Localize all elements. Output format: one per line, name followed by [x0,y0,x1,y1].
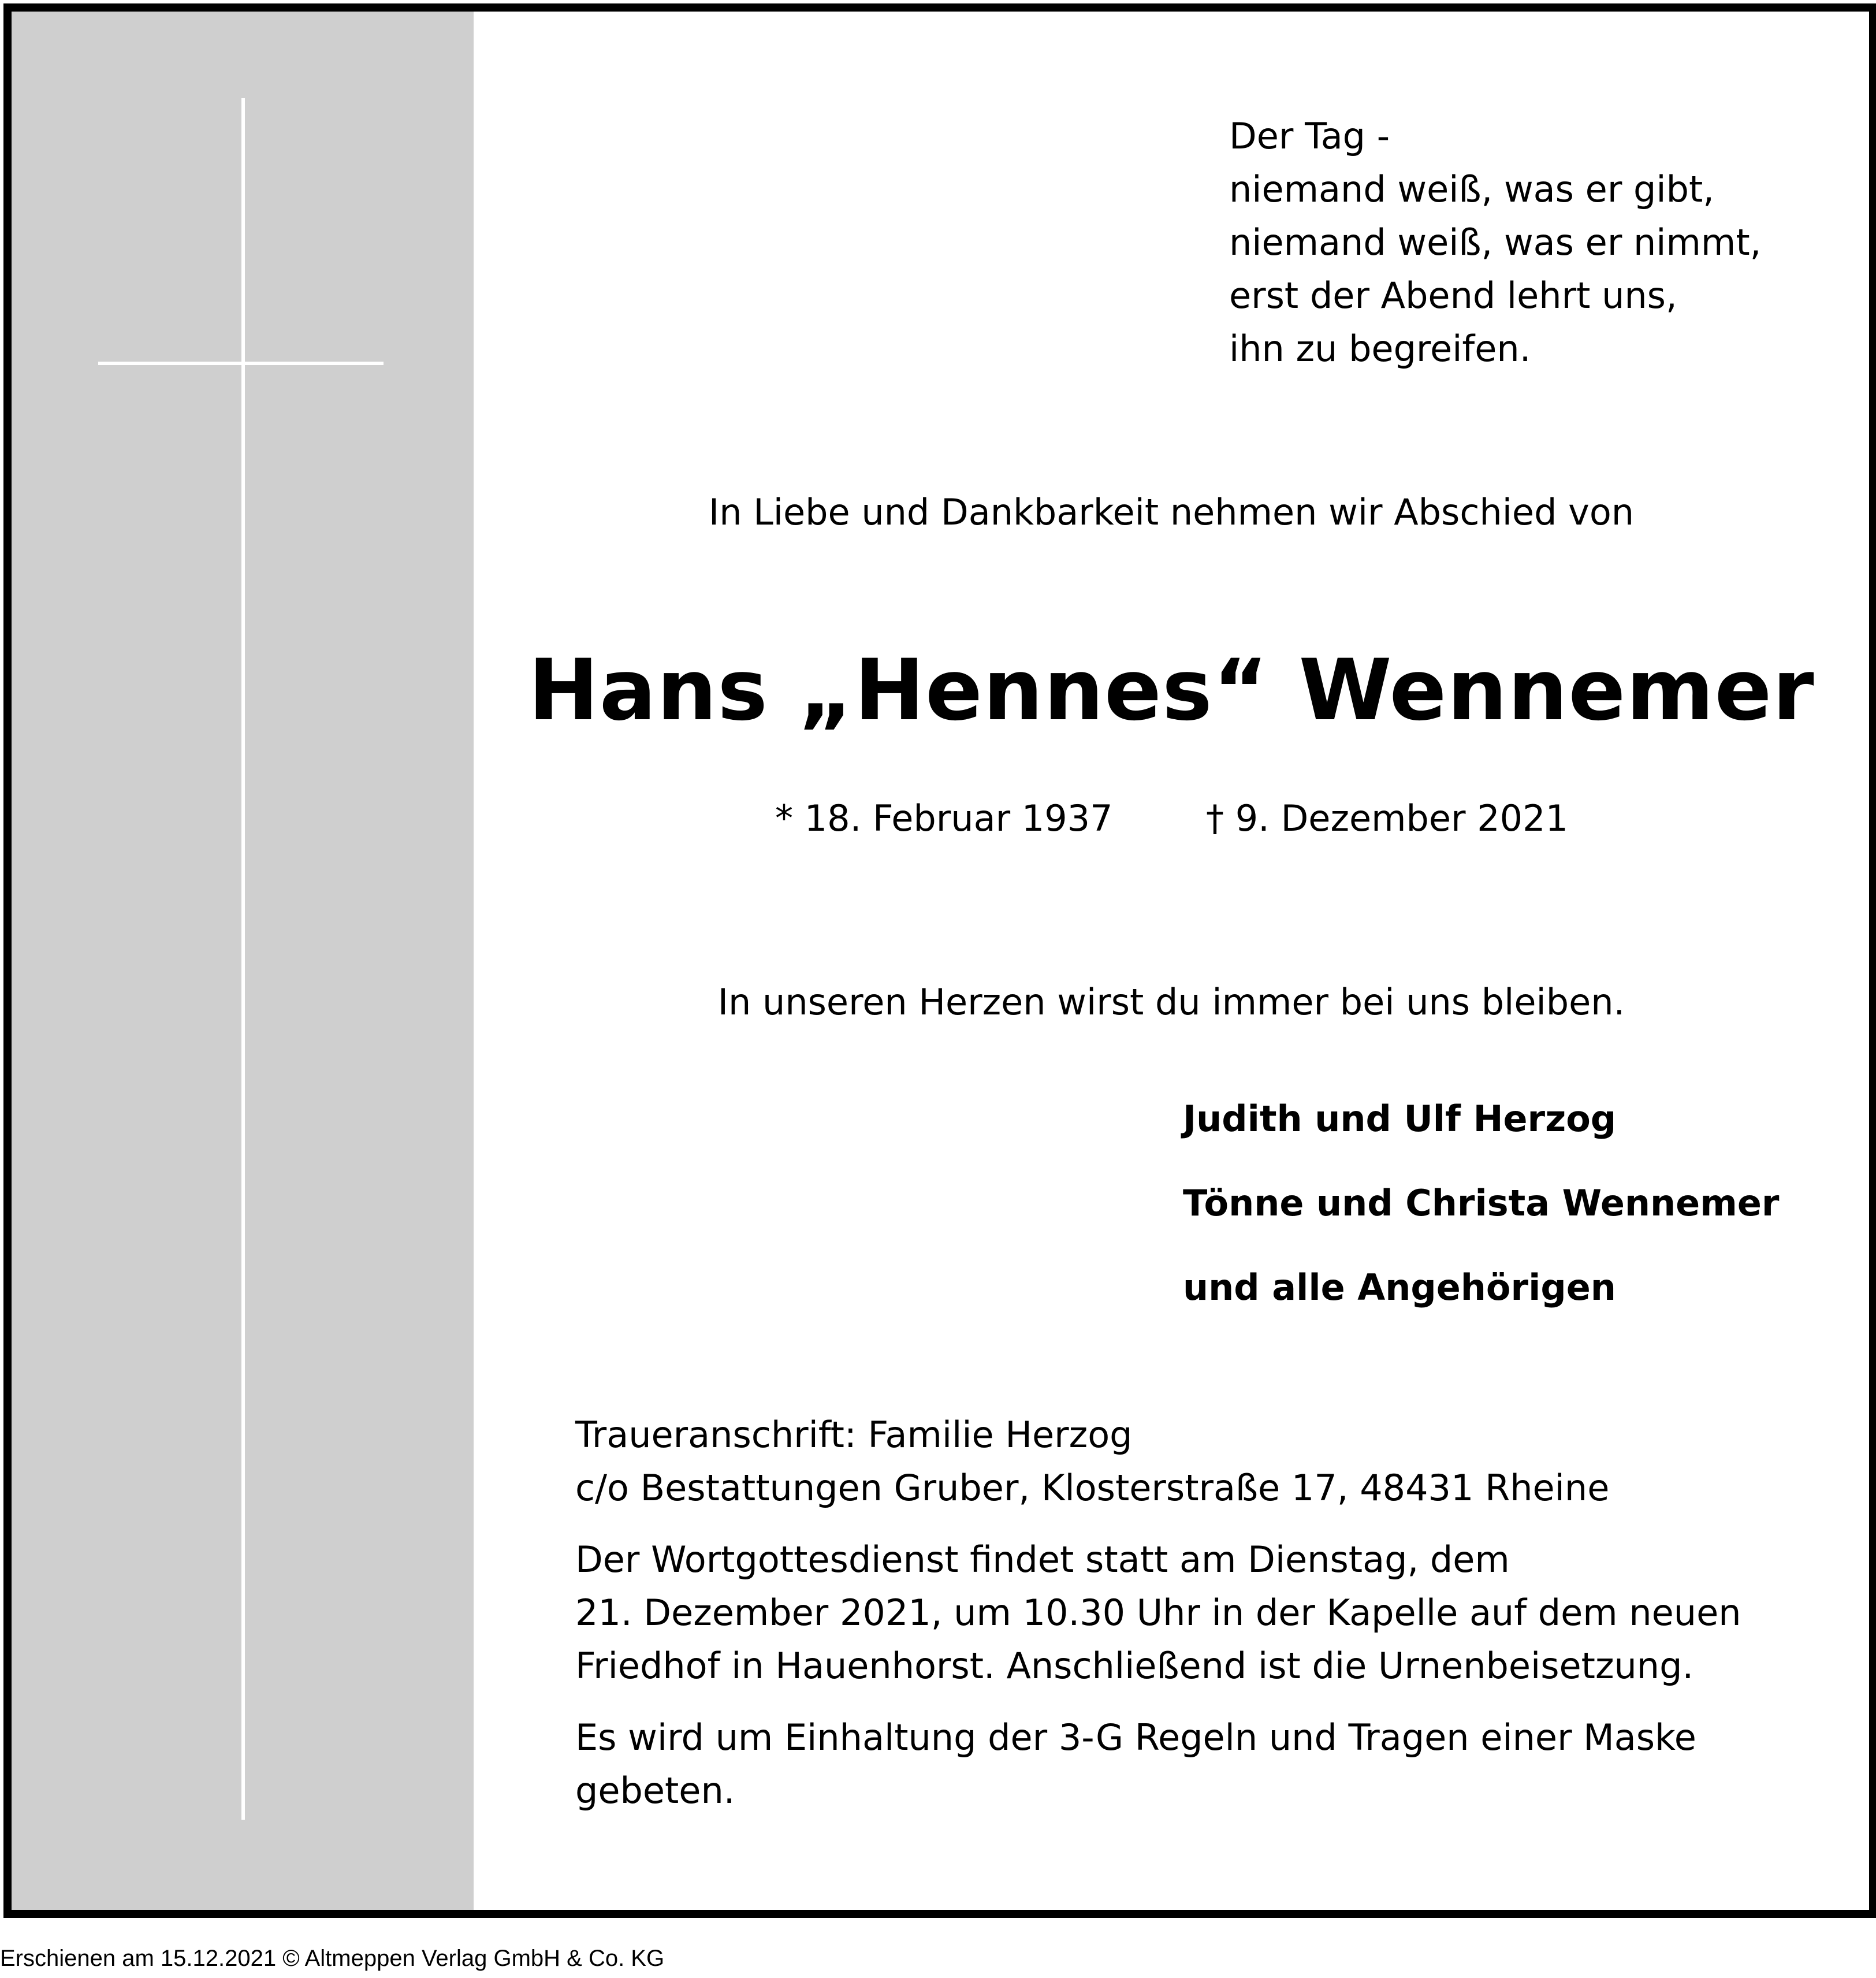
poem-line: niemand weiß, was er gibt, [1229,168,1714,210]
address-line: Traueranschrift: Familie Herzog [575,1414,1133,1456]
service-info [575,1533,1840,1693]
motto: In unseren Herzen wirst du immer bei uns bleiben. [717,981,1625,1023]
deceased-name: Hans „Hennes“ Wennemer [528,641,1815,739]
service-line: Der Wortgottesdienst findet statt am Dienstag, dem [575,1538,1510,1581]
mourners-list [1183,1098,1779,1351]
cross-icon-vertical-bar [241,98,245,1820]
poem-line: ihn zu begreifen. [1229,328,1531,370]
birth-date: * 18. Februar 1937 [775,797,1113,839]
side-panel [12,12,474,1910]
obituary-frame [3,3,1876,1918]
poem-line: erst der Abend lehrt uns, [1229,274,1677,317]
covid-notice [575,1711,1840,1817]
poem-line: Der Tag - [1229,115,1390,157]
poem-line: niemand weiß, was er nimmt, [1229,221,1762,263]
notice-line: gebeten. [575,1769,735,1812]
mourner: Judith und Ulf Herzog [1183,1098,1617,1140]
address-line: c/o Bestattungen Gruber, Klosterstraße 17, 48431 Rheine [575,1467,1610,1509]
poem [1229,110,1761,375]
cross-icon-horizontal-bar [98,362,384,365]
publication-footer: Erschienen am 15.12.2021 © Altmeppen Verlag GmbH & Co. KG [0,1946,665,1971]
death-date: † 9. Dezember 2021 [1206,797,1569,839]
service-line: Friedhof in Hauenhorst. Anschließend ist die Urnenbeisetzung. [575,1645,1694,1687]
mourner: Tönne und Christa Wennemer [1183,1182,1780,1224]
mourning-address [575,1408,1840,1515]
mourner: und alle Angehörigen [1183,1266,1616,1308]
farewell-intro: In Liebe und Dankbarkeit nehmen wir Abschied von [708,491,1635,533]
service-line: 21. Dezember 2021, um 10.30 Uhr in der Kapelle auf dem neuen [575,1592,1741,1634]
info-section [575,1408,1840,1836]
notice-line: Es wird um Einhaltung der 3-G Regeln und Tragen einer Maske [575,1716,1696,1758]
